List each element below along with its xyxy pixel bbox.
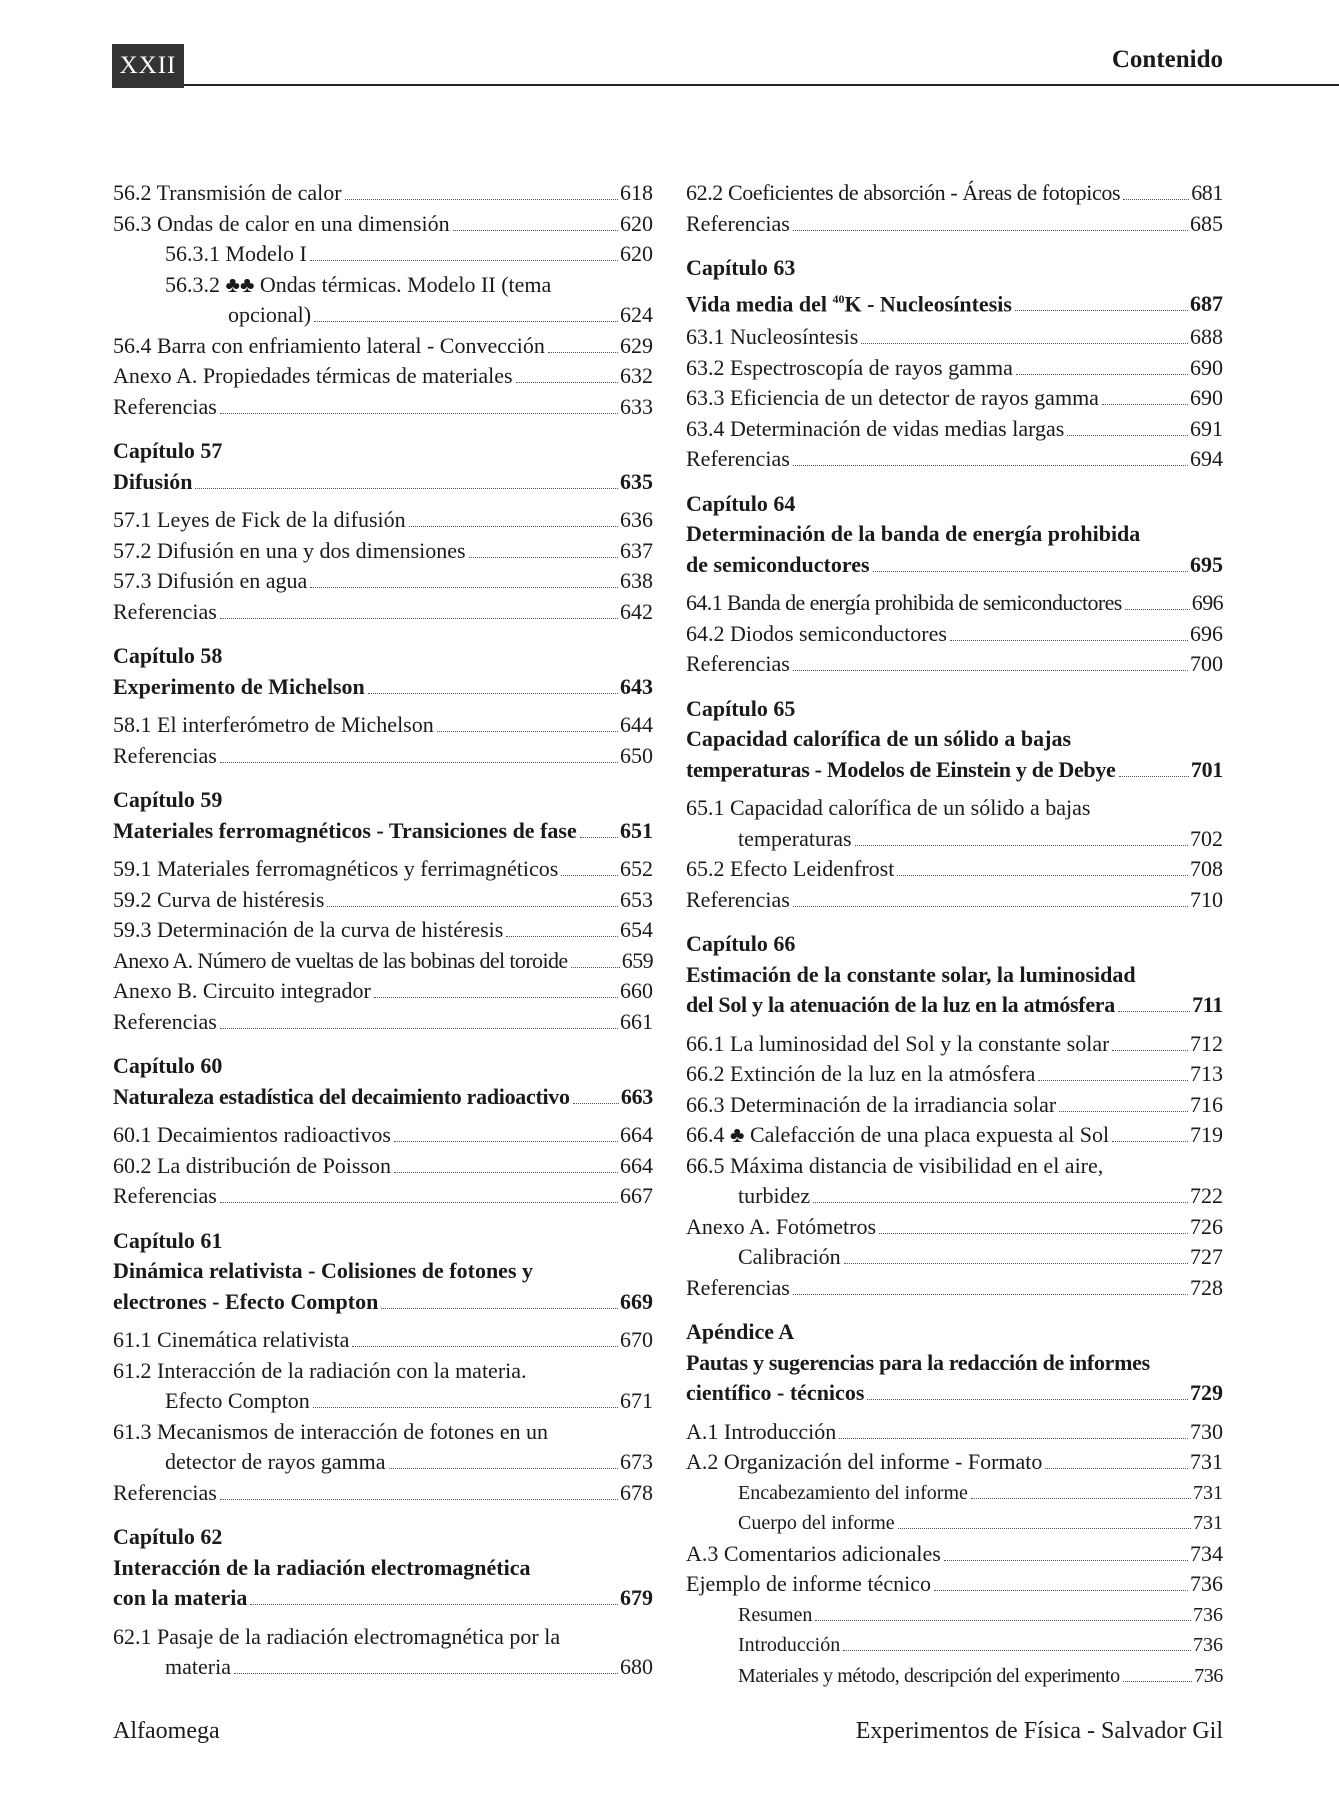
toc-entry[interactable]: 63.3 Eficiencia de un detector de rayos gamma 690 [686, 385, 1223, 410]
toc-entry[interactable]: 59.1 Materiales ferromagnéticos y ferrimagnéticos 652 [113, 856, 653, 881]
toc-left-column [113, 178, 653, 1683]
toc-entry[interactable]: Referencias 667 [113, 1183, 653, 1208]
toc-entry[interactable]: Referencias 700 [686, 651, 1223, 676]
toc-entry[interactable]: Referencias 661 [113, 1008, 653, 1034]
toc-entry[interactable]: temperaturas 702 [738, 825, 1223, 851]
toc-entry[interactable]: Referencias 678 [113, 1479, 653, 1505]
chapter-label: Capítulo 59 [113, 787, 223, 812]
toc-entry[interactable]: Calibración 727 [738, 1244, 1223, 1269]
chapter-label: Capítulo 66 [686, 931, 796, 956]
chapter-title[interactable]: Experimento de Michelson 643 [113, 673, 653, 699]
chapter-title-line1: Capacidad calorífica de un sólido a bajas [686, 726, 1072, 751]
chapter-title-line1: Dinámica relativista - Colisiones de fotones y [113, 1258, 534, 1283]
toc-entry[interactable]: 64.2 Diodos semiconductores 696 [686, 620, 1223, 646]
running-header-title: Contenido [1111, 46, 1223, 73]
toc-entry[interactable]: A.3 Comentarios adicionales 734 [686, 1540, 1223, 1566]
appendix-label: Apéndice A [686, 1319, 795, 1344]
chapter-title-line1: Determinación de la banda de energía prohibida [686, 521, 1141, 546]
appendix-title-line1: Pautas y sugerencias para la redacción de informes [686, 1349, 1150, 1375]
toc-entry[interactable]: 66.1 La luminosidad del Sol y la constante solar 712 [686, 1030, 1223, 1056]
toc-entry[interactable]: 60.2 La distribución de Poisson 664 [113, 1152, 653, 1178]
toc-entry[interactable]: 56.2 Transmisión de calor 618 [113, 180, 653, 205]
toc-entry-line1: 66.5 Máxima distancia de visibilidad en el aire, [686, 1152, 1104, 1178]
chapter-title[interactable]: Difusión 635 [113, 468, 653, 494]
toc-entry[interactable]: Anexo A. Propiedades térmicas de materiales 632 [113, 363, 653, 388]
chapter-label: Capítulo 58 [113, 643, 223, 668]
chapter-title[interactable]: Vida media del $^{40}$K - Nucleosíntesis 687 [686, 290, 1223, 316]
toc-entry[interactable]: Referencias 633 [113, 393, 653, 419]
toc-entry[interactable]: 60.1 Decaimientos radioactivos 664 [113, 1122, 653, 1147]
toc-entry[interactable]: Referencias 710 [686, 886, 1223, 912]
chapter-label: Capítulo 63 [686, 255, 796, 280]
toc-entry[interactable]: 57.1 Leyes de Fick de la difusión 636 [113, 507, 653, 532]
toc-entry[interactable]: Encabezamiento del informe 731 [738, 1481, 1223, 1504]
toc-entry[interactable]: materia 680 [165, 1654, 653, 1679]
toc-entry[interactable]: Resumen 736 [738, 1603, 1223, 1626]
toc-entry[interactable]: 66.3 Determinación de la irradiancia solar 716 [686, 1091, 1223, 1117]
toc-entry[interactable]: Referencias 685 [686, 210, 1223, 236]
toc-entry[interactable]: Referencias 650 [113, 742, 653, 768]
toc-entry[interactable]: turbidez 722 [738, 1183, 1223, 1208]
toc-entry[interactable]: Anexo A. Número de vueltas de las bobinas del toroide 659 [113, 947, 653, 973]
chapter-title-line1: Interacción de la radiación electromagnética [113, 1554, 531, 1580]
toc-entry[interactable]: 59.3 Determinación de la curva de histéresis 654 [113, 917, 653, 942]
toc-entry[interactable]: 61.1 Cinemática relativista 670 [113, 1327, 653, 1352]
toc-entry[interactable]: Referencias 728 [686, 1274, 1223, 1300]
chapter-title[interactable]: con la materia 679 [113, 1585, 653, 1610]
toc-entry[interactable]: Materiales y método, descripción del experimento 736 [738, 1664, 1223, 1687]
chapter-title[interactable]: Materiales ferromagnéticos - Transiciones de fase 651 [113, 817, 653, 843]
toc-entry[interactable]: opcional) 624 [228, 302, 653, 327]
toc-entry[interactable]: 62.2 Coeficientes de absorción - Áreas de fotopicos 681 [686, 180, 1223, 205]
chapter-label: Capítulo 57 [113, 438, 223, 463]
chapter-label: Capítulo 60 [113, 1053, 223, 1078]
toc-entry[interactable]: 56.4 Barra con enfriamiento lateral - Convección 629 [113, 332, 653, 358]
toc-entry[interactable]: Anexo A. Fotómetros 726 [686, 1213, 1223, 1239]
header-rule [184, 84, 1339, 86]
toc-entry[interactable]: Referencias 694 [686, 446, 1223, 471]
chapter-title[interactable]: temperaturas - Modelos de Einstein y de Debye 701 [686, 756, 1223, 782]
toc-entry[interactable]: 65.2 Efecto Leidenfrost 708 [686, 856, 1223, 881]
chapter-label: Capítulo 64 [686, 490, 796, 516]
toc-entry[interactable]: 63.1 Nucleosíntesis 688 [686, 324, 1223, 349]
toc-entry[interactable]: 56.3 Ondas de calor en una dimensión 620 [113, 210, 653, 236]
toc-entry[interactable]: Introducción 736 [738, 1634, 1223, 1656]
toc-entry[interactable]: 58.1 El interferómetro de Michelson 644 [113, 712, 653, 737]
toc-entry[interactable]: 63.2 Espectroscopía de rayos gamma 690 [686, 354, 1223, 380]
toc-entry[interactable]: 57.2 Difusión en una y dos dimensiones 637 [113, 537, 653, 563]
toc-entry-line1: 65.1 Capacidad calorífica de un sólido a bajas [686, 795, 1091, 820]
toc-entry[interactable]: 63.4 Determinación de vidas medias largas 691 [686, 415, 1223, 441]
toc-entry-line1: 62.1 Pasaje de la radiación electromagnética por la [113, 1623, 561, 1649]
chapter-label: Capítulo 62 [113, 1524, 223, 1549]
toc-entry[interactable]: 66.4 ♣ Calefacción de una placa expuesta al Sol 719 [686, 1122, 1223, 1147]
chapter-label: Capítulo 61 [113, 1227, 223, 1253]
toc-right-column [686, 178, 1223, 1691]
toc-entry[interactable]: detector de rayos gamma 673 [165, 1449, 653, 1474]
toc-entry[interactable]: Cuerpo del informe 731 [738, 1512, 1223, 1534]
toc-entry[interactable]: Efecto Compton 671 [165, 1388, 653, 1413]
toc-entry[interactable]: 64.1 Banda de energía prohibida de semiconductores 696 [686, 590, 1223, 615]
toc-entry[interactable]: A.2 Organización del informe - Formato 731 [686, 1449, 1223, 1474]
toc-entry[interactable]: 57.3 Difusión en agua 638 [113, 568, 653, 593]
footer-publisher: Alfaomega [113, 1718, 220, 1744]
chapter-label: Capítulo 65 [686, 695, 796, 721]
toc-entry[interactable]: Referencias 642 [113, 598, 653, 624]
footer-book-title: Experimentos de Física - Salvador Gil [855, 1718, 1223, 1744]
appendix-title[interactable]: científico - técnicos 729 [686, 1380, 1223, 1405]
chapter-title-line1: Estimación de la constante solar, la luminosidad [686, 961, 1136, 987]
toc-entry-line1: 56.3.2 ♣♣ Ondas térmicas. Modelo II (tema [165, 271, 552, 297]
toc-entry[interactable]: 66.2 Extinción de la luz en la atmósfera 713 [686, 1061, 1223, 1086]
chapter-title[interactable]: Naturaleza estadística del decaimiento radioactivo 663 [113, 1083, 653, 1109]
toc-entry-line1: 61.3 Mecanismos de interacción de fotones en un [113, 1418, 548, 1444]
chapter-title[interactable]: electrones - Efecto Compton 669 [113, 1288, 653, 1314]
toc-entry[interactable]: Ejemplo de informe técnico 736 [686, 1571, 1223, 1596]
toc-entry[interactable]: A.1 Introducción 730 [686, 1418, 1223, 1444]
chapter-title[interactable]: del Sol y la atenuación de la luz en la atmósfera 711 [686, 992, 1223, 1017]
toc-entry[interactable]: Anexo B. Circuito integrador 660 [113, 978, 653, 1003]
toc-entry[interactable]: 56.3.1 Modelo I 620 [165, 241, 653, 266]
page-number: XXII [112, 44, 184, 88]
toc-entry-line1: 61.2 Interacción de la radiación con la materia. [113, 1357, 527, 1383]
chapter-title[interactable]: de semiconductores 695 [686, 551, 1223, 577]
toc-entry[interactable]: 59.2 Curva de histéresis 653 [113, 886, 653, 912]
